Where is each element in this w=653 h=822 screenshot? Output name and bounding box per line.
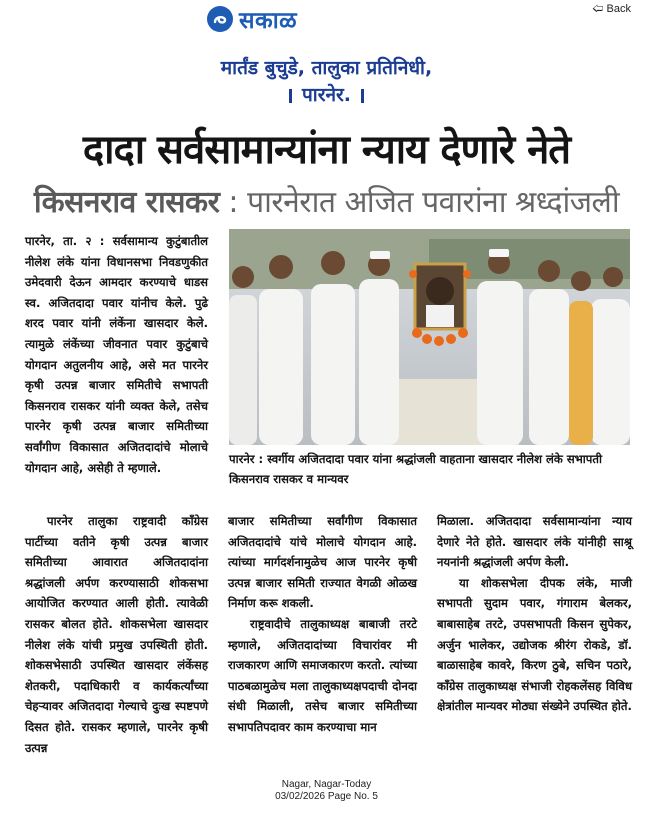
article-column-2 <box>228 511 417 738</box>
article-col3-paragraph-2: या शोकसभेला दीपक लंके, माजी सभापती सुदाम पवार, गंगाराम बेलकर, बाबासाहेब तरटे, उपसभापती किसन सुपेकर, अर्जुन भालेकर, उद्योजक श्रीरंग रोकडे, डॉ. बाळासाहेब कावरे, किरण ठुबे, सचिन पठारे, काँग्रेस तालुकाध्यक्ष संभाजी रोहकलेंसह विविध क्षेत्रांतील मान्यवर मोठ्या संख्येने उपस्थित होते. <box>437 575 632 714</box>
article-col1-paragraph: पारनेर तालुका राष्ट्रवादी काँग्रेस पार्टीच्या वतीने कृषी उत्पन्न बाजार समितीच्या आवारात अजितदादांना श्रद्धांजली अर्पण करण्यासाठी शोकसभा आयोजित करण्यात आली होती. त्यावेळी रासकर बोलत होते. शोकसभेला खासदार नीलेश लंके यांची प्रमुख उपस्थिती होती. शोकसभेसाठी उपस्थित खासदार लंकेंसह शेतकरी, पदाधिकारी व कार्यकर्त्यांच्या चेहऱ्यावर अजितदादा गेल्याचे दुःख स्पष्टपणे दिसत होते. रासकर म्हणाले, पारनेर कृषी उत्पन्न <box>25 514 208 755</box>
masthead-title: सकाळ <box>239 8 298 34</box>
article-lead-paragraph <box>25 231 208 478</box>
article-col2-paragraph-1: बाजार समितीच्या सर्वांगीण विकासात अजितदादांचे यांचे मोलाचे योगदान आहे. त्यांच्या मार्गदर्शनामुळेच आज पारनेर कृषी उत्पन्न बाजार समिती राज्यात वेगळी ओळख निर्माण करू शकली. <box>228 514 417 611</box>
page-footer <box>0 779 653 803</box>
masthead-logo <box>207 4 297 34</box>
photo-caption-text: स्वर्गीय अजितदादा पवार यांना श्रद्धांजली वाहताना खासदार नीलेश लंके सभापती किसनराव रासकर व मान्यवर <box>229 452 603 486</box>
article-lead-place: पारनेर, ता. २ : <box>25 234 105 248</box>
subhead-topic: पारनेरात अजित पवारांना श्रध्दांजली <box>247 185 620 220</box>
footer-date-page: 03/02/2026 Page No. 5 <box>275 791 378 802</box>
headline: दादा सर्वसामान्यांना न्याय देणारे नेते <box>82 127 571 173</box>
article-column-1 <box>25 511 208 758</box>
back-button[interactable] <box>592 0 631 19</box>
dateline-right-mark <box>361 89 364 103</box>
subhead <box>0 180 653 221</box>
dateline <box>0 81 653 107</box>
article-col2-paragraph-2: राष्ट्रवादीचे तालुकाध्यक्ष बाबाजी तरटे म्हणाले, अजितदादांच्या विचारांवर मी राजकारण आणि समाजकारण करतो. त्यांच्या पाठबळामुळेच मला तालुकाध्यक्षपदाची दोनदा संधी मिळाली, तसेच बाजार समितीच्या सभापतिपदावर काम करण्याचा मान <box>228 616 417 734</box>
dateline-text: पारनेर. <box>301 84 352 106</box>
byline: मार्तंड बुचुडे, तालुका प्रतिनिधी, <box>220 57 433 79</box>
footer-edition: Nagar, Nagar-Today <box>281 779 372 790</box>
dateline-left-mark <box>289 89 292 103</box>
sakal-logo-icon <box>207 6 233 32</box>
subhead-separator: : <box>228 185 239 220</box>
photo-caption-place: पारनेर : <box>229 452 264 466</box>
news-photo <box>229 229 630 445</box>
back-label: Back <box>606 3 631 15</box>
article-col3-paragraph-1: मिळाला. अजितदादा सर्वसामान्यांना न्याय देणारे नेते होते. खासदार लंके यांनीही साश्रू नयनांनी श्रद्धांजली अर्पण केली. <box>437 514 632 570</box>
photo-caption <box>229 449 630 489</box>
article-lead-text: सर्वसामान्य कुटुंबातील नीलेश लंके यांना विधानसभा निवडणुकीत उमेदवारी देऊन आमदार करण्याचे धाडस स्व. अजितदादा पवार यांनीच केले. पुढे शरद पवार यांनी लंकेंना खासदार केले. त्यामुळे लंकेंच्या जीवनात पवार कुटुंबाचे योगदान अतुलनीय आहे, असे मत पारनेर कृषी उत्पन्न बाजार समितीचे सभापती किसनराव रासकर यांनी व्यक्त केले, तसेच पारनेर कृषी उत्पन्न बाजार समितीच्या सर्वांगीण विकासात अजितदादांचे मोलाचे योगदान आहे, असेही ते म्हणाले. <box>25 234 209 475</box>
subhead-name: किसनराव रासकर <box>33 185 220 220</box>
article-column-3 <box>437 511 632 717</box>
back-arrow-icon: 🢠 <box>592 3 604 15</box>
